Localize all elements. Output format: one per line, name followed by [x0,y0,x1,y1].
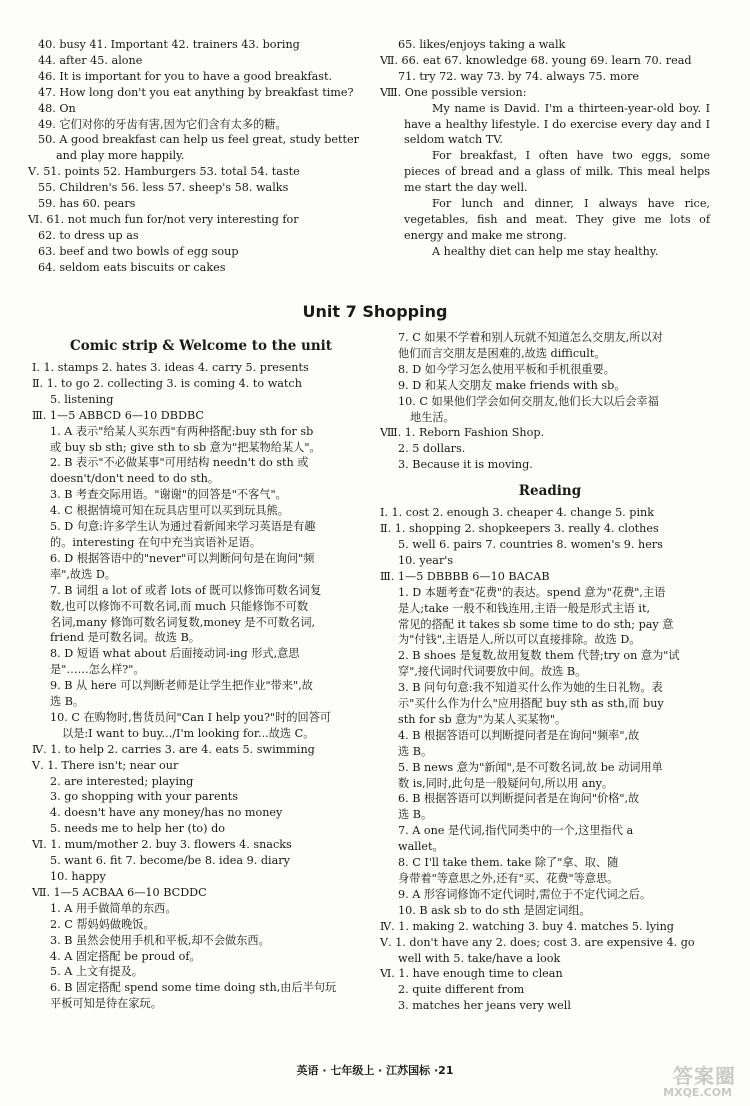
answer-line: Ⅳ. 1. making 2. watching 3. buy 4. matches 5. lying [380,919,674,933]
answer-line: 1. A 表示"给某人买东西"有两种搭配:buy sth for sb [50,424,314,438]
essay-paragraph: A healthy diet can help me stay healthy. [432,244,659,258]
answer-line: doesn't/don't need to do sth。 [50,472,220,486]
answer-line: 48. On [38,101,76,115]
answer-line: sth for sb 意为"为某人买某物"。 [398,712,567,726]
answer-line: Ⅶ. 66. eat 67. knowledge 68. young 69. learn 70. read [380,53,692,67]
answer-line: 5. well 6. pairs 7. countries 8. women's 9. hers [398,537,663,551]
answer-line: 5. needs me to help her (to) do [50,822,225,836]
answer-line: 40. busy 41. Important 42. trainers 43. boring [38,38,300,51]
answer-line: 4. doesn't have any money/has no money [50,806,283,820]
answer-line: Ⅴ. 1. don't have any 2. does; cost 3. are expensive 4. go [380,935,695,949]
answer-line: 2. B shoes 是复数,故用复数 them 代替;try on 意为"试 [398,649,680,663]
answer-line: Ⅲ. 1—5 DBBBB 6—10 BACAB [380,569,550,583]
answer-line: 2. 5 dollars. [398,442,466,456]
answer-line: 6. B 固定搭配 spend some time doing sth,由后半句玩 [50,981,337,995]
essay-paragraph: My name is David. I'm a thirteen-year-old boy. I have a healthy lifestyle. I do exercise every day and I seldom watch TV. [404,101,710,147]
answer-line: 的。interesting 在句中充当宾语补足语。 [50,535,262,549]
answer-line: 8. D 如今学习怎么使用平板和手机很重要。 [398,362,615,376]
answer-line: 率",故选 D。 [50,567,116,581]
answer-line: 10. C 如果他们学会如何交朋友,他们长大以后会幸福 [398,394,659,408]
answer-line: 3. matches her jeans very well [398,999,571,1013]
sample-essay [380,101,710,260]
answer-line: 穿",接代词时代词要放中间。故选 B。 [398,665,587,679]
answer-line: well with 5. take/have a look [398,951,561,965]
answer-line: 8. D 短语 what about 后面接动词-ing 形式,意思 [50,647,300,661]
answer-line: 4. A 固定搭配 be proud of。 [50,949,201,963]
answer-line: 示"买什么作为什么"应用搭配 buy sth as sth,而 buy [398,697,664,711]
answer-line: 7. B 词组 a lot of 或者 lots of 既可以修饰可数名词复 [50,583,322,597]
answer-line: 8. C I'll take them. take 除了"拿、取、随 [398,856,619,870]
answer-line: 7. C 如果不学着和别人玩就不知道怎么交朋友,所以对 [398,331,663,344]
answer-line: 5. B news 意为"新闻",是不可数名词,故 be 动词用单 [398,760,663,774]
answer-line: 5. want 6. fit 7. become/be 8. idea 9. diary [50,854,290,868]
answer-line: 55. Children's 56. less 57. sheep's 58. walks [38,181,289,195]
answer-line: 2. quite different from [398,983,525,997]
answer-line: 47. How long don't you eat anything by breakfast time? [38,85,354,99]
answer-line: 3. B 考查交际用语。"谢谢"的回答是"不客气"。 [50,488,287,502]
answer-line: 或 buy sb sth; give sth to sb 意为"把某物给某人"。 [50,440,321,454]
section-title: Reading [518,483,582,500]
bottom-left-column [32,334,370,1012]
answer-line: 为"付钱",主语是人,所以可以直接排除。故选 D。 [398,633,641,647]
answer-line: Ⅳ. 1. to help 2. carries 3. are 4. eats 5. swimming [32,742,315,756]
answer-line: 2. are interested; playing [50,774,194,788]
answer-line: 是人;take 一般不和钱连用,主语一般是形式主语 it, [398,601,651,615]
answer-line: 数 is,同时,此句是一般疑问句,所以用 any。 [398,776,614,790]
answer-line: Ⅱ. 1. shopping 2. shopkeepers 3. really 4. clothes [380,522,659,536]
answer-line: 1. A 用手做简单的东西。 [50,901,177,915]
answer-line: 4. B 根据答语可以判断提问者是在询问"频率",故 [398,728,640,742]
answer-line: Ⅴ. 1. There isn't; near our [32,758,179,772]
answer-line: Ⅷ. One possible version: [380,85,527,99]
answer-line: 常见的搭配 it takes sb some time to do sth; pay 意 [398,617,674,631]
answer-line: 46. It is important for you to have a good breakfast. [38,69,333,83]
answer-line: 9. D 和某人交朋友 make friends with sb。 [398,378,626,392]
answer-line: 平板可知是待在家玩。 [50,997,162,1011]
answer-line: 3. Because it is moving. [398,458,533,472]
answer-line: 10. B ask sb to do sth 是固定词组。 [398,903,591,917]
answer-line: 5. A 上文有提及。 [50,965,143,979]
answer-line: 10. C 在购物时,售货员问"Can I help you?"时的回答可 [50,710,332,724]
answer-line: 名词,many 修饰可数名词复数,money 是不可数名词, [50,615,316,629]
top-left-column [28,37,368,276]
answer-line: 是"……怎么样?"。 [50,663,145,677]
answer-line: 49. 它们对你的牙齿有害,因为它们含有太多的糖。 [38,117,287,131]
answer-line: 5. listening [50,392,114,406]
answer-line: 4. C 根据情境可知在玩具店里可以买到玩具熊。 [50,504,289,518]
answer-line: Ⅵ. 61. not much fun for/not very interesting for [28,212,299,226]
answer-line: 2. C 帮妈妈做晚饭。 [50,917,155,931]
answer-line: 2. B 表示"不必做某事"可用结构 needn't do sth 或 [50,456,309,470]
answer-line: 数,也可以修饰不可数名词,而 much 只能修饰不可数 [50,599,309,613]
answer-line: 选 B。 [398,808,433,822]
answer-line: friend 是可数名词。故选 B。 [50,631,201,645]
answer-line: Ⅴ. 51. points 52. Hamburgers 53. total 54. taste [28,165,300,179]
answer-line: Ⅱ. 1. to go 2. collecting 3. is coming 4. to watch [32,376,302,390]
essay-paragraph: For lunch and dinner, I always have rice, vegetables, fish and meat. They give me lots of energy and make me strong. [404,197,710,242]
answer-line: 9. B 从 here 可以判断老师是让学生把作业"带来",故 [50,679,313,693]
answer-line: 62. to dress up as [38,228,139,242]
answer-line: Ⅶ. 1—5 ACBAA 6—10 BCDDC [32,885,207,899]
answer-line: wallet。 [398,840,444,854]
answer-line: 44. after 45. alone [38,53,143,67]
top-right-column [380,37,710,260]
answer-line: 5. D 句意:许多学生认为通过看新闻来学习英语是有趣 [50,520,316,534]
answer-line: Ⅰ. 1. stamps 2. hates 3. ideas 4. carry 5. presents [32,361,309,374]
answer-line: 选 B。 [50,695,85,709]
answer-line: 50. A good breakfast can help us feel great, study better [38,133,359,147]
answer-line: 7. A one 是代词,指代同类中的一个,这里指代 a [398,824,634,838]
answer-line: 他们而言交朋友是困难的,故选 difficult。 [398,346,606,360]
answer-line: 身带着"等意思之外,还有"买、花费"等意思。 [398,872,619,885]
answer-line: 1. D 本题考查"花费"的表达。spend 意为"花费",主语 [398,585,666,599]
answer-line: 地生活。 [410,410,455,424]
answer-line: 以是:I want to buy.../I'm looking for...故选 C。 [62,726,315,740]
answer-line: 71. try 72. way 73. by 74. always 75. more [398,69,640,83]
answer-line: 9. A 形容词修饰不定代词时,需位于不定代词之后。 [398,887,652,901]
answer-line: 63. beef and two bowls of egg soup [38,244,239,258]
answer-line: 10. year's [398,553,454,567]
answer-line: Ⅵ. 1. mum/mother 2. buy 3. flowers 4. snacks [32,838,292,852]
answer-line: 选 B。 [398,744,433,758]
answer-line: and play more happily. [56,149,185,163]
answer-line: 64. seldom eats biscuits or cakes [38,260,226,274]
answer-line: 6. D 根据答语中的"never"可以判断问句是在询问"频 [50,551,315,565]
section-title: Comic strip & Welcome to the unit [69,338,333,354]
watermark-logo: 答案圈 [673,1064,736,1088]
answer-line: Ⅲ. 1—5 ABBCD 6—10 DBDBC [32,408,204,422]
answer-line: Ⅵ. 1. have enough time to clean [380,967,563,981]
answer-line: 10. happy [50,870,106,883]
bottom-right-column [380,330,720,1014]
page-footer: 英语 · 七年级上 · 江苏国标 ·21 [296,1064,454,1077]
answer-line: 65. likes/enjoys taking a walk [398,38,566,51]
unit-title: Unit 7 Shopping [302,302,448,321]
watermark-url: MXQE.COM [663,1086,732,1099]
answer-line: 59. has 60. pears [38,197,136,211]
essay-paragraph: For breakfast, I often have two eggs, some pieces of bread and a glass of milk. This meal helps me start the day well. [404,149,710,195]
answer-line: 6. B 根据答语可以判断提问者是在询问"价格",故 [398,792,640,806]
answer-line: Ⅷ. 1. Reborn Fashion Shop. [380,426,545,440]
answer-line: Ⅰ. 1. cost 2. enough 3. cheaper 4. change 5. pink [380,506,655,520]
answer-line: 3. go shopping with your parents [50,790,239,804]
answer-line: 3. B 问句句意:我不知道买什么作为她的生日礼物。表 [398,681,663,695]
answer-line: 3. B 虽然会使用手机和平板,却不会做东西。 [50,933,270,947]
